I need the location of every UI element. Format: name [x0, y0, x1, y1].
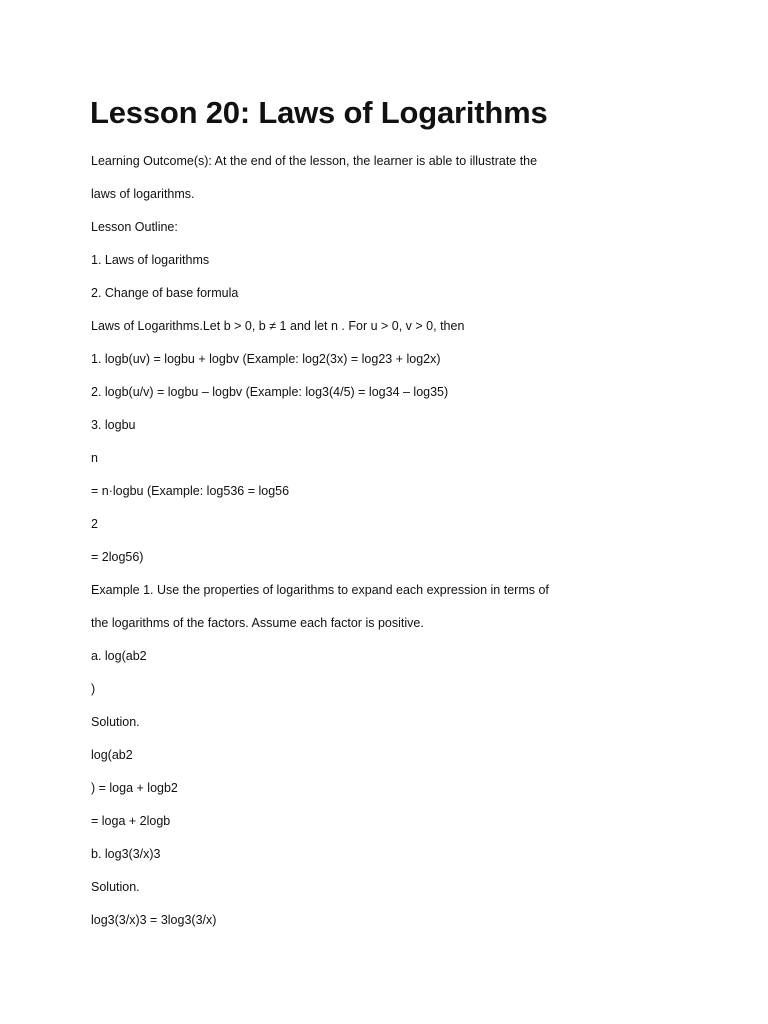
- text-line: log3(3/x)3 = 3log3(3/x): [91, 913, 217, 927]
- text-line: = 2log56): [91, 550, 144, 564]
- text-line: 1. logb(uv) = logbu + logbv (Example: log2(3x) = log23 + log2x): [91, 352, 441, 366]
- text-line: Solution.: [91, 880, 140, 894]
- text-line: the logarithms of the factors. Assume each factor is positive.: [91, 616, 424, 630]
- text-line: ): [91, 682, 96, 696]
- text-line: 2. logb(u/v) = logbu – logbv (Example: log3(4/5) = log34 – log35): [91, 385, 449, 399]
- text-line: 2. Change of base formula: [91, 286, 239, 300]
- text-line: Example 1. Use the properties of logarithms to expand each expression in terms of: [91, 583, 549, 597]
- text-line: = n·logbu (Example: log536 = log56: [91, 484, 290, 498]
- text-line: 1. Laws of logarithms: [91, 253, 210, 267]
- text-line: n: [91, 451, 98, 465]
- lesson-body: [91, 150, 691, 942]
- text-line: log(ab2: [91, 748, 133, 762]
- text-line: Lesson Outline:: [91, 220, 178, 234]
- text-line: laws of logarithms.: [91, 187, 195, 201]
- text-line: 3. logbu: [91, 418, 136, 432]
- lesson-title: Lesson 20: Laws of Logarithms: [90, 95, 548, 130]
- text-line: = loga + 2logb: [91, 814, 171, 828]
- text-line: 2: [91, 517, 98, 531]
- text-line: Solution.: [91, 715, 140, 729]
- text-line: ) = loga + logb2: [91, 781, 178, 795]
- text-line: b. log3(3/x)3: [91, 847, 161, 861]
- text-line: Learning Outcome(s): At the end of the lesson, the learner is able to illustrate the: [91, 154, 538, 168]
- text-line: Laws of Logarithms.Let b > 0, b ≠ 1 and let n . For u > 0, v > 0, then: [91, 319, 465, 333]
- text-line: a. log(ab2: [91, 649, 147, 663]
